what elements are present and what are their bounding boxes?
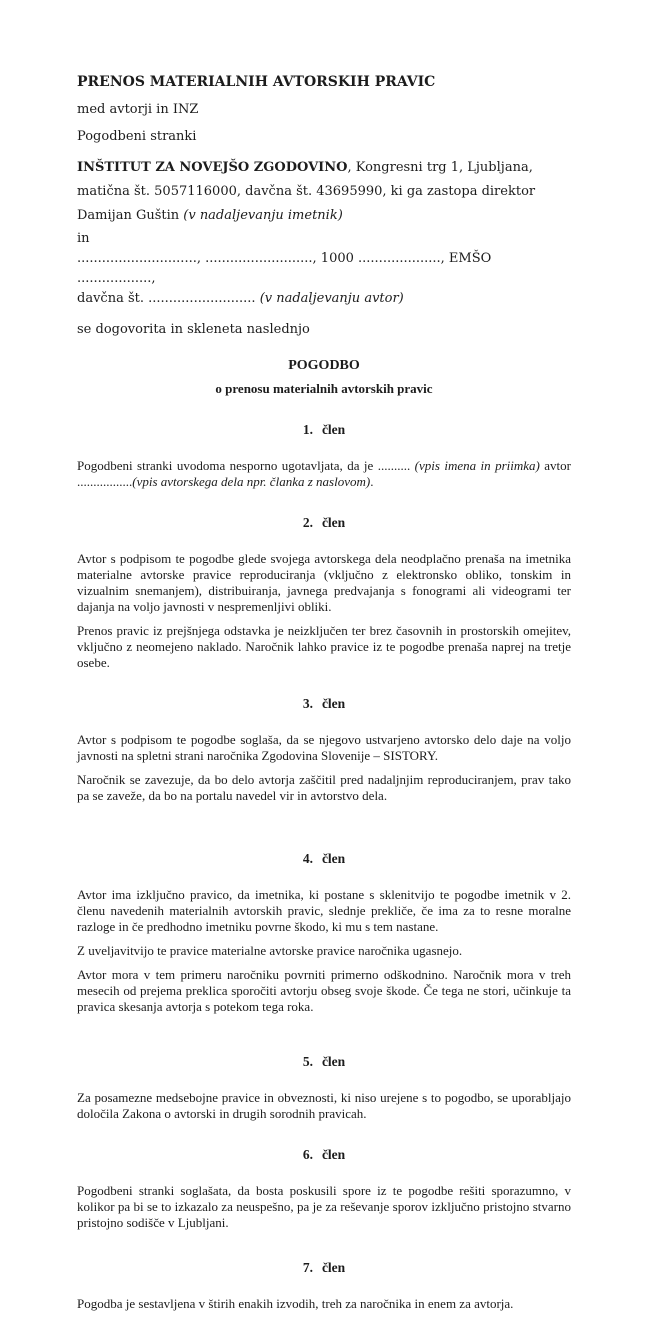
article-2-paragraph-2: Prenos pravic iz prejšnjega odstavka je neizključen ter brez časovnih in prostorskih omejitev, vključno z neomejeno naklado. Naročnik lahko pravice iz te pogodbe prenaša naprej na tretje osebe. [77, 623, 571, 670]
article-4-paragraph-2: Z uveljavitvijo te pravice materialne avtorske pravice naročnika ugasnejo. [77, 943, 463, 958]
article-2-number: 2. [302, 515, 313, 530]
and-line: in [77, 231, 90, 246]
article-4-number: 4. [302, 851, 313, 866]
article-7-number: 7. [302, 1260, 313, 1275]
article-4-word: člen [321, 851, 346, 866]
article-2-paragraph-1: Avtor s podpisom te pogodbe glede svojega avtorskega dela neodplačno prenaša na imetnika materialne avtorske pravice reproduciranja (vključno z elektronsko obliko, tonskim in vizualnim snemanjem), distribuiranja, javnega predvajanja s fonogrami ali videogrami ter dajanja na voljo javnosti v nespremenljivi obliki. [77, 551, 571, 614]
article-4-paragraph-1: Avtor ima izključno pravico, da imetnika, ki postane s sklenitvijo te pogodbe imetnik v 2. členu navedenih materialnih avtorskih pravic, slednje prekliče, če ima za to resne moralne razloge in če predhodno imetniku povrne škodo, ki mu s tem nastane. [77, 887, 571, 934]
article-4-heading [77, 850, 571, 867]
article-5-heading [77, 1053, 571, 1070]
article-1-heading [77, 421, 571, 438]
between-line: med avtorji in INZ [77, 102, 199, 117]
article-7-paragraph-1: Pogodba je sestavljena v štirih enakih izvodih, treh za naročnika in enem za avtorja. [77, 1296, 514, 1311]
contract-subheading: o prenosu materialnih avtorskih pravic [215, 381, 433, 396]
article-6-paragraph-1: Pogodbeni stranki soglašata, da bosta poskusili spore iz te pogodbe rešiti sporazumno, v kolikor pa bi se to izkazalo za neuspešno, pa je za reševanje sporov izključno pristojno stvarno pristojno sodišče v Ljubljani. [77, 1183, 571, 1230]
article-3-paragraph-1: Avtor s podpisom te pogodbe soglaša, da se njegovo ustvarjeno avtorsko delo daje na voljo javnosti na spletni strani naročnika Zgodovina Slovenije – SISTORY. [77, 732, 571, 763]
article-7-word: člen [321, 1260, 346, 1275]
article-6-number: 6. [302, 1147, 313, 1162]
article-3-word: člen [321, 696, 346, 711]
article-6-word: člen [321, 1147, 346, 1162]
article-7-heading [77, 1259, 571, 1276]
conclusion-line: se dogovorita in skleneta naslednjo [77, 322, 310, 337]
article-1-text-2: avtor ................. [77, 458, 571, 489]
author-tax-line [77, 289, 571, 309]
parties-line: Pogodbeni stranki [77, 129, 197, 144]
document-title: PRENOS MATERIALNIH AVTORSKIH PRAVIC [77, 74, 436, 90]
article-1-paragraph-1 [77, 458, 571, 490]
holder-details: , Kongresni trg 1, Ljubljana, matična št. 5057116000, davčna št. 43695990, ki ga zastopa direktor Damijan Guštin [77, 160, 536, 223]
holder-alias: (v nadaljevanju imetnik) [183, 208, 343, 223]
author-alias: (v nadaljevanju avtor) [259, 291, 404, 306]
article-1-italic-note-2: (vpis avtorskega dela npr. članka z naslovom) [132, 474, 371, 489]
article-6-heading [77, 1146, 571, 1163]
article-1-italic-note-1: (vpis imena in priimka) [414, 458, 540, 473]
contract-heading: POGODBO [288, 358, 360, 373]
article-3-paragraph-2: Naročnik se zavezuje, da bo delo avtorja zaščitil pred nadaljnjim reproduciranjem, prav tako pa se zaveže, da bo na portalu navedel vir in avtorstvo dela. [77, 772, 571, 803]
article-4-paragraph-3: Avtor mora v tem primeru naročniku povrniti primerno odškodnino. Naročnik mora v treh mesecih od prejema preklica sporočiti avtorju obseg svoje škode. Če tega ne stori, učinkuje ta pravica skesanja avtorja s potekom tega roka. [77, 967, 571, 1014]
article-1-text: Pogodbeni stranki uvodoma nesporno ugotavljata, da je .......... [77, 458, 415, 473]
article-3-number: 3. [302, 696, 313, 711]
article-1-word: člen [321, 422, 346, 437]
holder-paragraph [77, 156, 571, 228]
article-3-heading [77, 695, 571, 712]
article-1-number: 1. [302, 422, 313, 437]
article-1-period: . [370, 474, 374, 489]
holder-name: INŠTITUT ZA NOVEJŠO ZGODOVINO [77, 160, 348, 175]
intro-block [77, 73, 571, 339]
author-blank-line: ............................., .........................., 1000 ...................., EMŠO .................., [77, 251, 492, 286]
article-5-paragraph-1: Za posamezne medsebojne pravice in obveznosti, ki niso urejene s to pogodbo, se uporabljajo določila Zakona o avtorski in drugih sorodnih pravicah. [77, 1090, 571, 1121]
article-2-heading [77, 514, 571, 531]
article-2-word: člen [321, 515, 346, 530]
tax-prefix: davčna št. .......................... [77, 291, 260, 306]
article-5-number: 5. [302, 1054, 313, 1069]
article-5-word: člen [321, 1054, 346, 1069]
